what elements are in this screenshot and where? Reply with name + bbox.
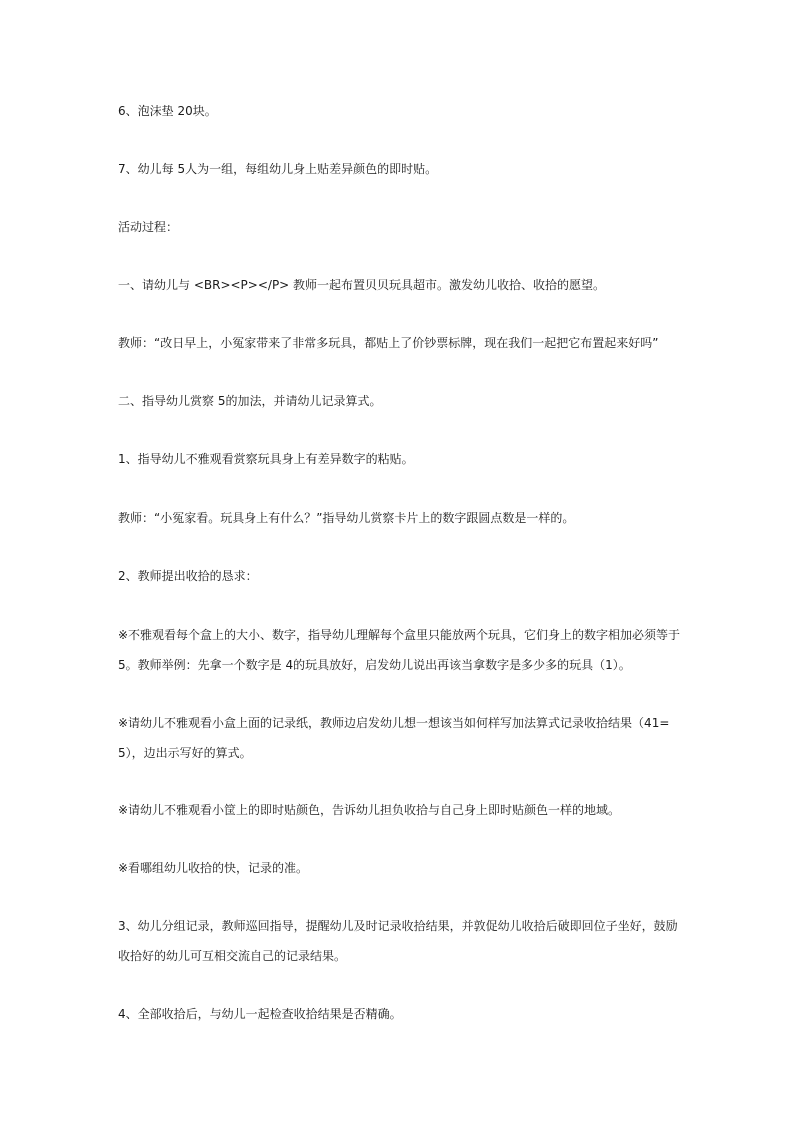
paragraph-note-record: ※请幼儿不雅观看小盒上面的记录纸，教师边启发幼儿想一想该当如何样写加法算式记录收拾结果（41=5），边出示写好的算式。 [118,716,670,760]
paragraph-materials-6: 6、泡沫垫 20块。 [118,104,217,118]
paragraph-teacher-quote-2: 教师：“小冤家看。玩具身上有什么？”指导幼儿赏察卡片上的数字跟圆点数是一样的。 [118,511,575,525]
paragraph-note-colors: ※请幼儿不雅观看小筐上的即时贴颜色，告诉幼儿担负收拾与自己身上即时贴颜色一样的地域。 [118,803,621,817]
paragraph-step-two: 二、指导幼儿赏察 5的加法，并请幼儿记录算式。 [118,394,382,408]
paragraph-materials-7: 7、幼儿每 5人为一组，每组幼儿身上贴差异颜色的即时贴。 [118,162,438,176]
paragraph-teacher-quote-1: 教师：“改日早上，小冤家带来了非常多玩具，都贴上了价钞票标牌，现在我们一起把它布置起来好吗” [118,336,659,350]
paragraph-step-one: 一、请幼儿与 <BR><P></P> 教师一起布置贝贝玩具超市。激发幼儿收拾、收拾的愿望。 [118,278,606,292]
paragraph-substep-2: 2、教师提出收拾的恳求： [118,569,258,583]
paragraph-substep-3: 3、幼儿分组记录，教师巡回指导，提醒幼儿及时记录收拾结果，并敦促幼儿收拾后破即回位子坐好，鼓励收拾好的幼儿可互相交流自己的记录结果。 [118,919,678,963]
paragraph-substep-1: 1、指导幼儿不雅观看赏察玩具身上有差异数字的粘贴。 [118,452,414,466]
paragraph-note-speed: ※看哪组幼儿收拾的快，记录的准。 [118,861,309,875]
paragraph-note-boxes: ※不雅观看每个盒上的大小、数字，指导幼儿理解每个盒里只能放两个玩具，它们身上的数字相加必须等于 5。教师举例：先拿一个数字是 4的玩具放好，启发幼儿说出再该当拿数字是多少多的玩具（1）。 [118,628,681,672]
paragraph-substep-4: 4、全部收拾后，与幼儿一起检查收拾结果是否精确。 [118,1007,402,1021]
section-heading-process: 活动过程： [118,220,179,234]
